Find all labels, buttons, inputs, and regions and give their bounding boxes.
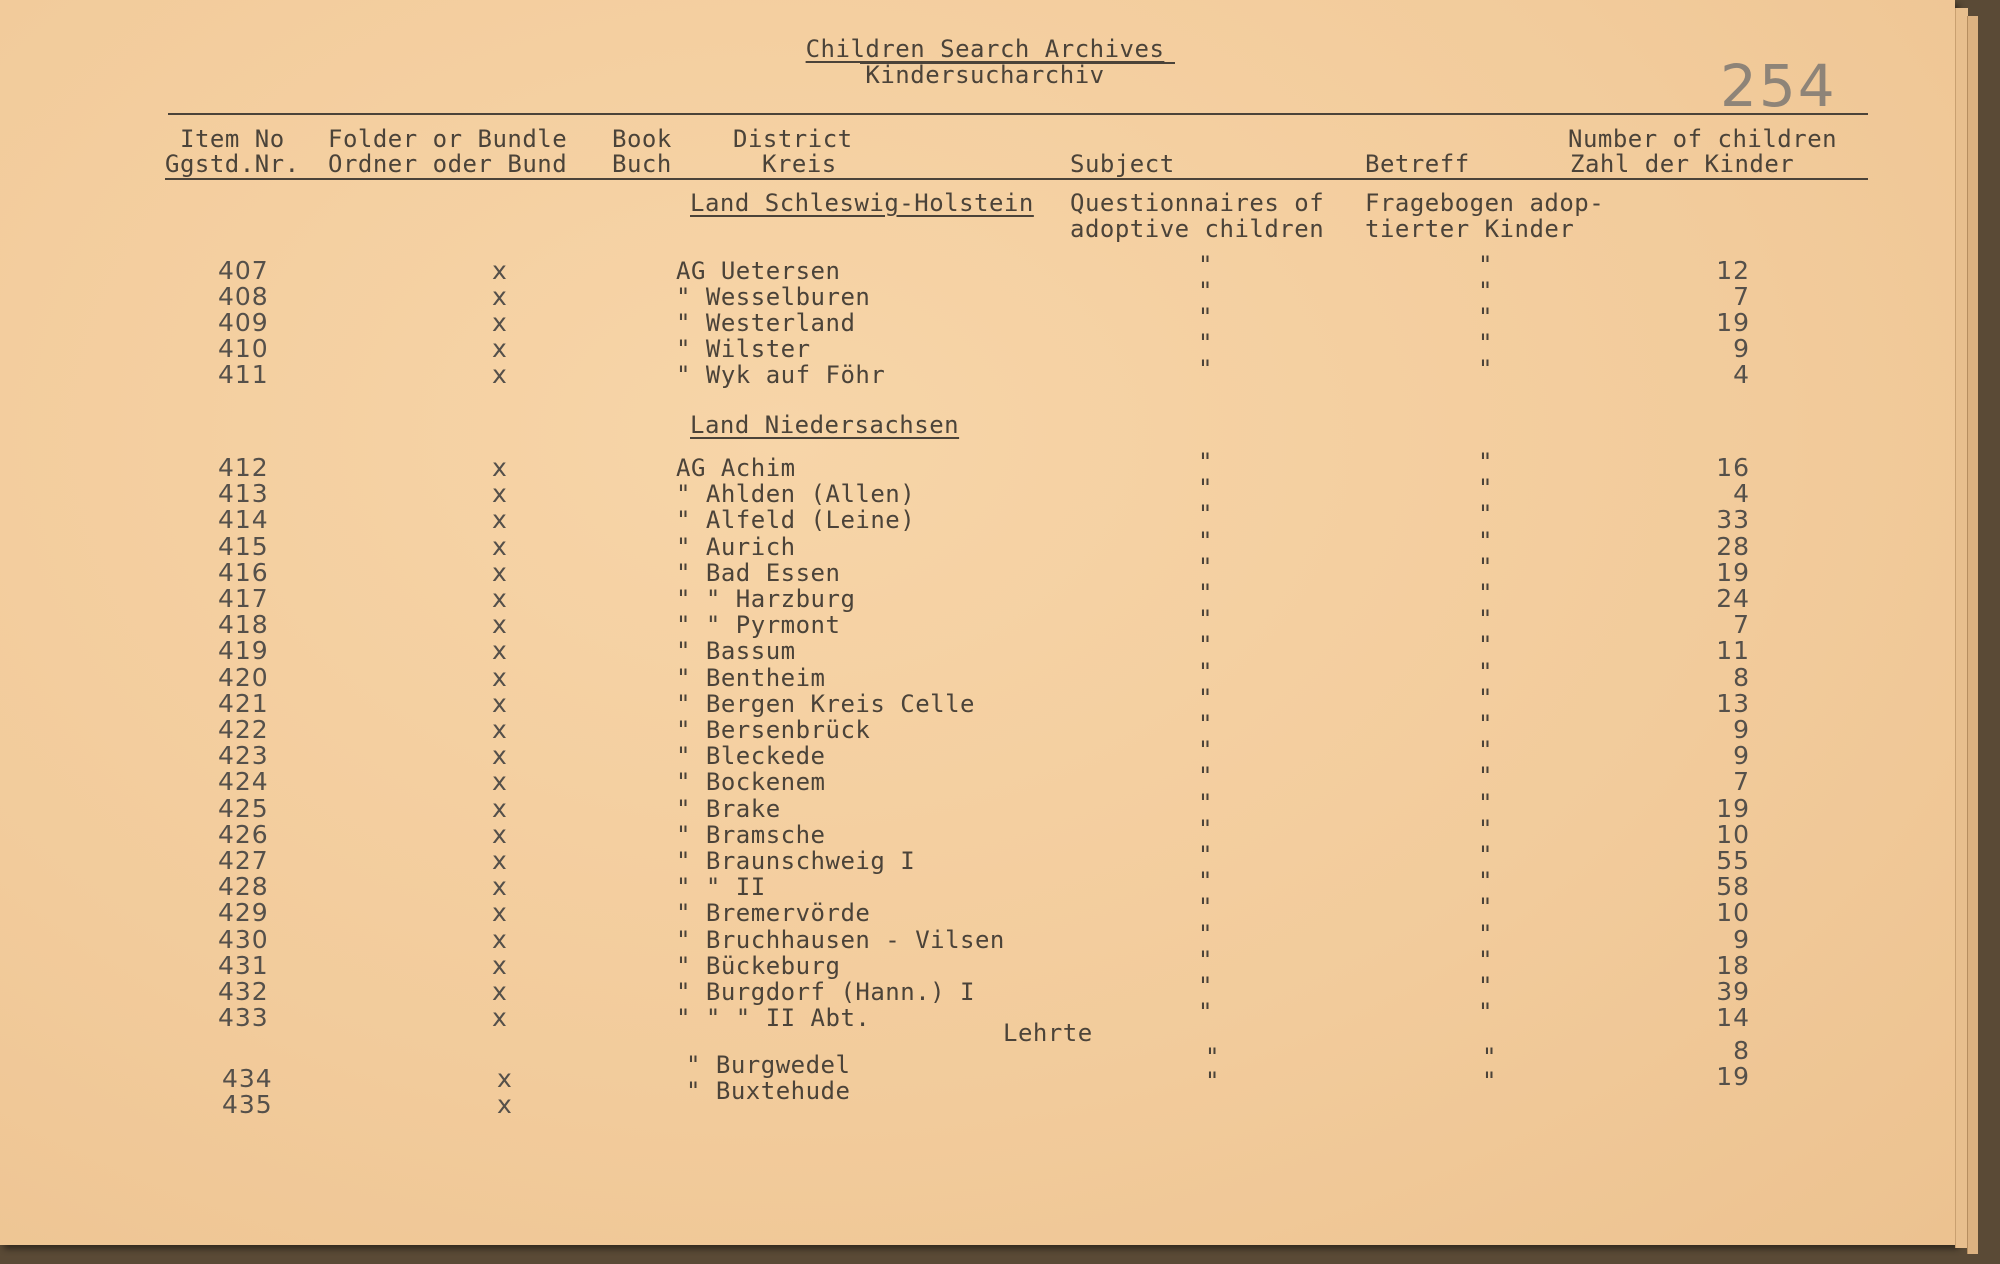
folder-mark: x bbox=[492, 924, 508, 954]
subject-ditto: " bbox=[1198, 762, 1213, 791]
district-name: " Bleckede bbox=[676, 742, 826, 771]
item-number: 432 bbox=[218, 977, 269, 1006]
district-name: " " Harzburg bbox=[676, 585, 856, 613]
subject-ditto: " bbox=[1198, 814, 1213, 843]
betreff-ditto: " bbox=[1478, 893, 1493, 922]
betreff-ditto: " bbox=[1478, 277, 1493, 305]
child-count: 8 bbox=[1733, 662, 1750, 692]
header-rule-bottom bbox=[165, 178, 1868, 180]
betreff-ditto: " bbox=[1478, 303, 1493, 331]
betreff-ditto: " bbox=[1478, 251, 1493, 279]
subject-ditto: " bbox=[1198, 867, 1213, 896]
child-count: 7 bbox=[1733, 610, 1750, 640]
district-name: " Braunschweig I bbox=[676, 847, 916, 875]
betreff-ditto: " bbox=[1478, 762, 1493, 791]
betreff-ditto: " bbox=[1482, 1043, 1497, 1071]
district-name: " Bad Essen bbox=[676, 558, 841, 587]
folder-mark: x bbox=[492, 819, 508, 849]
item-number: 422 bbox=[218, 715, 269, 744]
subject-ditto: " bbox=[1198, 526, 1213, 555]
district-name: " Aurich bbox=[676, 532, 796, 561]
district-name: AG Uetersen bbox=[676, 257, 841, 285]
folder-mark: x bbox=[492, 505, 508, 535]
col-item-en: Item No bbox=[180, 125, 285, 153]
district-name: " Bockenem bbox=[676, 768, 826, 797]
betreff-ditto: " bbox=[1478, 710, 1493, 738]
col-folder-en: Folder or Bundle bbox=[328, 125, 568, 153]
item-number: 409 bbox=[218, 308, 269, 337]
child-count: 10 bbox=[1716, 898, 1750, 928]
betreff-ditto: " bbox=[1478, 998, 1493, 1027]
betreff-ditto: " bbox=[1478, 329, 1493, 357]
betreff-ditto: " bbox=[1478, 972, 1493, 1000]
betreff-ditto: " bbox=[1478, 814, 1493, 843]
betreff-ditto: " bbox=[1478, 355, 1493, 383]
child-count: 33 bbox=[1716, 505, 1750, 535]
child-count: 16 bbox=[1716, 453, 1750, 482]
subject-ditto: " bbox=[1198, 788, 1213, 817]
page-number: 254 bbox=[1720, 52, 1837, 120]
folder-mark: x bbox=[492, 846, 508, 875]
betreff-ditto: " bbox=[1478, 683, 1493, 712]
child-count: 7 bbox=[1733, 767, 1750, 797]
item-number: 434 bbox=[222, 1064, 273, 1093]
child-count: 19 bbox=[1716, 1062, 1750, 1091]
betreff-ditto: " bbox=[1478, 657, 1493, 686]
col-district-en: District bbox=[733, 125, 853, 153]
folder-mark: x bbox=[492, 531, 508, 561]
subject-ditto: " bbox=[1198, 841, 1213, 869]
item-number: 413 bbox=[218, 479, 269, 509]
district-name: " Bergen Kreis Celle bbox=[676, 689, 975, 718]
child-count: 19 bbox=[1716, 793, 1750, 823]
betreff-ditto: " bbox=[1478, 579, 1493, 607]
subject-ditto: " bbox=[1198, 303, 1213, 331]
title-underline bbox=[860, 62, 1175, 64]
child-count: 58 bbox=[1716, 872, 1750, 902]
district-name: " Wilster bbox=[676, 335, 811, 363]
child-count: 9 bbox=[1733, 334, 1750, 363]
betreff-ditto: " bbox=[1478, 448, 1493, 476]
folder-mark: x bbox=[497, 1064, 513, 1093]
child-count: 13 bbox=[1716, 688, 1750, 718]
folder-mark: x bbox=[492, 688, 508, 718]
subject-ditto: " bbox=[1198, 448, 1213, 476]
col-number-en: Number of children bbox=[1568, 125, 1838, 153]
item-number: 430 bbox=[218, 924, 269, 954]
folder-mark: x bbox=[492, 360, 508, 389]
district-name: " Bückeburg bbox=[676, 951, 841, 980]
betreff-ditto: " bbox=[1482, 1067, 1497, 1095]
betreff-ditto: " bbox=[1478, 552, 1493, 581]
col-subject: Subject bbox=[1070, 150, 1175, 178]
district-name: " Wyk auf Föhr bbox=[676, 361, 886, 389]
folder-mark: x bbox=[492, 479, 508, 509]
folder-mark: x bbox=[492, 977, 508, 1006]
item-number: 408 bbox=[218, 282, 269, 311]
subject-ditto: " bbox=[1198, 893, 1213, 922]
item-number: 424 bbox=[218, 767, 269, 797]
betreff-ditto: " bbox=[1478, 841, 1493, 869]
subject-ditto: " bbox=[1198, 683, 1213, 712]
subject-ditto: " bbox=[1198, 945, 1213, 974]
folder-mark: x bbox=[492, 282, 508, 311]
item-number: 415 bbox=[218, 531, 269, 561]
col-book-en: Book bbox=[612, 125, 672, 153]
district-burgwedel: " Burgwedel bbox=[686, 1051, 851, 1079]
item-number: 417 bbox=[218, 584, 269, 613]
folder-mark: x bbox=[492, 872, 508, 902]
subject-ditto: " bbox=[1198, 251, 1213, 279]
betreff-ditto: " bbox=[1478, 736, 1493, 765]
child-count: 11 bbox=[1716, 636, 1750, 666]
folder-mark: x bbox=[492, 610, 508, 640]
district-name: " Westerland bbox=[676, 309, 856, 337]
child-count: 9 bbox=[1733, 924, 1750, 954]
subject-ditto: " bbox=[1198, 972, 1213, 1000]
col-betreff: Betreff bbox=[1365, 150, 1470, 178]
child-count: 14 bbox=[1716, 1003, 1750, 1033]
subject-ditto: " bbox=[1205, 1067, 1220, 1095]
district-name: " Burgdorf (Hann.) I bbox=[676, 978, 975, 1006]
child-count: 28 bbox=[1716, 531, 1750, 561]
betreff-ditto: " bbox=[1478, 474, 1493, 503]
folder-mark: x bbox=[492, 636, 508, 666]
title-en: Children Search Archives bbox=[805, 35, 1165, 63]
item-number: 416 bbox=[218, 557, 269, 587]
betreff-ditto: " bbox=[1478, 867, 1493, 896]
item-number: 421 bbox=[218, 688, 269, 718]
section-land-schleswig-holstein: Land Schleswig-Holstein bbox=[690, 189, 1034, 217]
item-number: 425 bbox=[218, 793, 269, 823]
folder-mark: x bbox=[492, 453, 508, 482]
item-number: 411 bbox=[218, 360, 269, 389]
subject-ditto: " bbox=[1198, 736, 1213, 765]
child-count: 7 bbox=[1733, 282, 1750, 311]
betreff-line-2: tierter Kinder bbox=[1365, 215, 1575, 243]
subject-ditto: " bbox=[1198, 579, 1213, 607]
district-name: " Bersenbrück bbox=[676, 716, 871, 744]
subject-line-2: adoptive children bbox=[1070, 215, 1325, 243]
district-name: AG Achim bbox=[676, 454, 796, 482]
col-item-de: Ggstd.Nr. bbox=[165, 150, 300, 178]
folder-mark: x bbox=[492, 715, 508, 744]
child-count: 24 bbox=[1716, 584, 1750, 613]
item-number: 426 bbox=[218, 819, 269, 849]
item-number: 433 bbox=[218, 1003, 269, 1033]
subject-ditto: " bbox=[1198, 710, 1213, 738]
district-name: " Brake bbox=[676, 794, 781, 823]
betreff-line-1: Fragebogen adop- bbox=[1365, 189, 1605, 217]
district-name: " " " II Abt. bbox=[676, 1004, 871, 1033]
item-number: 420 bbox=[218, 662, 269, 692]
col-number-de: Zahl der Kinder bbox=[1570, 150, 1795, 178]
district-name: " Bremervörde bbox=[676, 899, 871, 928]
child-count: 8 bbox=[1733, 1036, 1750, 1065]
folder-mark: x bbox=[492, 1003, 508, 1033]
child-count: 4 bbox=[1733, 479, 1750, 509]
subject-ditto: " bbox=[1198, 474, 1213, 503]
betreff-ditto: " bbox=[1478, 526, 1493, 555]
subject-ditto: " bbox=[1198, 919, 1213, 948]
district-name: " Wesselburen bbox=[676, 283, 871, 311]
betreff-ditto: " bbox=[1478, 919, 1493, 948]
subject-ditto: " bbox=[1198, 329, 1213, 357]
district-name: " " Pyrmont bbox=[676, 611, 841, 640]
item-number: 429 bbox=[218, 898, 269, 928]
item-number: 418 bbox=[218, 610, 269, 640]
item-number: 427 bbox=[218, 846, 269, 875]
folder-mark: x bbox=[492, 256, 508, 285]
item-number: 410 bbox=[218, 334, 269, 363]
folder-mark: x bbox=[492, 898, 508, 928]
title-de: Kindersucharchiv bbox=[865, 61, 1105, 89]
item-number: 435 bbox=[222, 1090, 273, 1119]
betreff-ditto: " bbox=[1478, 631, 1493, 660]
district-name: " Bramsche bbox=[676, 820, 826, 849]
district-lehrte: Lehrte bbox=[1003, 1019, 1093, 1047]
subject-ditto: " bbox=[1198, 500, 1213, 529]
district-buxtehude: " Buxtehude bbox=[686, 1077, 851, 1105]
child-count: 9 bbox=[1733, 715, 1750, 744]
folder-mark: x bbox=[492, 662, 508, 692]
col-folder-de: Ordner oder Bund bbox=[328, 150, 568, 178]
subject-line-1: Questionnaires of bbox=[1070, 189, 1325, 217]
child-count: 19 bbox=[1716, 557, 1750, 587]
item-number: 431 bbox=[218, 950, 269, 980]
col-book-de: Buch bbox=[612, 150, 672, 178]
subject-ditto: " bbox=[1198, 998, 1213, 1027]
subject-ditto: " bbox=[1198, 552, 1213, 581]
child-count: 4 bbox=[1733, 360, 1750, 389]
child-count: 10 bbox=[1716, 819, 1750, 849]
district-name: " Bentheim bbox=[676, 663, 826, 692]
subject-ditto: " bbox=[1198, 657, 1213, 686]
item-number: 414 bbox=[218, 505, 269, 535]
betreff-ditto: " bbox=[1478, 945, 1493, 974]
child-count: 19 bbox=[1716, 308, 1750, 337]
folder-mark: x bbox=[492, 767, 508, 797]
district-name: " Bassum bbox=[676, 637, 796, 666]
betreff-ditto: " bbox=[1478, 500, 1493, 529]
item-number: 428 bbox=[218, 872, 269, 902]
page-stack-edge bbox=[1967, 16, 1978, 1254]
child-count: 39 bbox=[1716, 977, 1750, 1006]
folder-mark: x bbox=[492, 793, 508, 823]
subject-ditto: " bbox=[1205, 1043, 1220, 1071]
subject-ditto: " bbox=[1198, 631, 1213, 660]
child-count: 55 bbox=[1716, 846, 1750, 875]
child-count: 12 bbox=[1716, 256, 1750, 285]
col-district-de: Kreis bbox=[762, 150, 837, 178]
district-name: " Alfeld (Leine) bbox=[676, 506, 916, 535]
subject-ditto: " bbox=[1198, 277, 1213, 305]
folder-mark: x bbox=[492, 950, 508, 980]
district-name: " " II bbox=[676, 873, 766, 902]
folder-mark: x bbox=[492, 308, 508, 337]
subject-ditto: " bbox=[1198, 355, 1213, 383]
district-name: " Ahlden (Allen) bbox=[676, 480, 916, 509]
folder-mark: x bbox=[492, 584, 508, 613]
child-count: 18 bbox=[1716, 950, 1750, 980]
section-land-niedersachsen: Land Niedersachsen bbox=[690, 411, 960, 439]
item-number: 419 bbox=[218, 636, 269, 666]
header-rule-top bbox=[168, 113, 1868, 115]
item-number: 407 bbox=[218, 256, 269, 285]
item-number: 423 bbox=[218, 741, 269, 771]
folder-mark: x bbox=[497, 1090, 513, 1119]
folder-mark: x bbox=[492, 334, 508, 363]
child-count: 9 bbox=[1733, 741, 1750, 771]
betreff-ditto: " bbox=[1478, 788, 1493, 817]
subject-ditto: " bbox=[1198, 605, 1213, 634]
folder-mark: x bbox=[492, 741, 508, 771]
betreff-ditto: " bbox=[1478, 605, 1493, 634]
district-name: " Bruchhausen - Vilsen bbox=[676, 925, 1005, 954]
item-number: 412 bbox=[218, 453, 269, 482]
folder-mark: x bbox=[492, 557, 508, 587]
